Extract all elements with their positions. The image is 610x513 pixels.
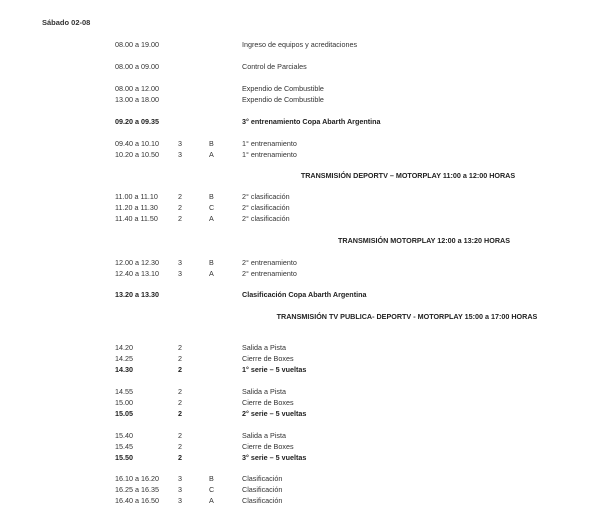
schedule-row xyxy=(0,354,610,364)
row-activity: 3° serie – 5 vueltas xyxy=(242,453,307,462)
schedule-row xyxy=(0,258,610,268)
row-number: 3 xyxy=(178,269,182,278)
row-number: 2 xyxy=(178,453,182,462)
row-group: B xyxy=(209,139,214,148)
schedule-row xyxy=(0,192,610,202)
row-group: C xyxy=(209,485,215,494)
row-time: 14.20 xyxy=(115,343,133,352)
row-activity: Clasificación xyxy=(242,485,283,494)
row-number: 2 xyxy=(178,431,182,440)
row-activity: Control de Parciales xyxy=(242,62,307,71)
row-number: 3 xyxy=(178,496,182,505)
row-time: 08.00 a 09.00 xyxy=(115,62,159,71)
schedule-row xyxy=(0,442,610,452)
row-activity: Cierre de Boxes xyxy=(242,442,294,451)
schedule-row xyxy=(0,453,610,463)
row-time: 09.40 a 10.10 xyxy=(115,139,159,148)
row-activity: 3° entrenamiento Copa Abarth Argentina xyxy=(242,117,381,126)
row-activity: Cierre de Boxes xyxy=(242,354,294,363)
row-activity: 2° clasificación xyxy=(242,192,290,201)
row-number: 2 xyxy=(178,365,182,374)
schedule-row xyxy=(0,269,610,279)
broadcast-header: TRANSMISIÓN TV PUBLICA- DEPORTV - MOTORPLAY 15:00 a 17:00 HORAS xyxy=(276,312,538,321)
row-activity: 2° serie – 5 vueltas xyxy=(242,409,307,418)
row-time: 15.40 xyxy=(115,431,133,440)
row-activity: Ingreso de equipos y acreditaciones xyxy=(242,40,358,49)
row-activity: Clasificación xyxy=(242,496,283,505)
schedule-row xyxy=(0,496,610,506)
row-time: 12.40 a 13.10 xyxy=(115,269,159,278)
row-activity: Cierre de Boxes xyxy=(242,398,294,407)
row-time: 11.00 a 11.10 xyxy=(115,192,158,201)
schedule-row xyxy=(0,409,610,419)
schedule-row xyxy=(0,485,610,495)
row-group: B xyxy=(209,258,214,267)
broadcast-header: TRANSMISIÓN MOTORPLAY 12:00 a 13:20 HORAS xyxy=(337,236,510,245)
row-number: 2 xyxy=(178,354,182,363)
row-time: 15.00 xyxy=(115,398,133,407)
row-time: 13.20 a 13.30 xyxy=(115,290,159,299)
schedule-row xyxy=(0,95,610,105)
row-time: 14.30 xyxy=(115,365,133,374)
row-time: 08.00 a 19.00 xyxy=(115,40,159,49)
schedule-row xyxy=(0,40,610,50)
row-activity: Salida a Pista xyxy=(242,387,286,396)
row-time: 15.45 xyxy=(115,442,133,451)
row-number: 2 xyxy=(178,203,182,212)
schedule-row xyxy=(0,398,610,408)
schedule-row xyxy=(0,290,610,300)
row-activity: Salida a Pista xyxy=(242,431,286,440)
row-group: A xyxy=(209,214,214,223)
schedule-row xyxy=(0,214,610,224)
row-number: 2 xyxy=(178,409,182,418)
row-activity: 1° entrenamiento xyxy=(242,150,297,159)
row-time: 16.10 a 16.20 xyxy=(115,474,159,483)
row-activity: Clasificación xyxy=(242,474,283,483)
row-time: 10.20 a 10.50 xyxy=(115,150,159,159)
schedule-row xyxy=(0,343,610,353)
row-group: C xyxy=(209,203,215,212)
row-time: 08.00 a 12.00 xyxy=(115,84,159,93)
row-group: B xyxy=(209,192,214,201)
row-number: 2 xyxy=(178,214,182,223)
schedule-row xyxy=(0,474,610,484)
row-time: 14.55 xyxy=(115,387,133,396)
row-group: A xyxy=(209,269,214,278)
row-activity: 2° clasificación xyxy=(242,214,290,223)
schedule-row xyxy=(0,117,610,127)
row-number: 2 xyxy=(178,387,182,396)
schedule-row xyxy=(0,139,610,149)
row-time: 14.25 xyxy=(115,354,133,363)
row-number: 3 xyxy=(178,474,182,483)
row-time: 16.25 a 16.35 xyxy=(115,485,159,494)
row-activity: Expendio de Combustible xyxy=(242,95,324,104)
row-activity: 2° entrenamiento xyxy=(242,269,297,278)
row-number: 2 xyxy=(178,192,182,201)
row-group: B xyxy=(209,474,214,483)
row-time: 15.50 xyxy=(115,453,133,462)
row-number: 2 xyxy=(178,398,182,407)
schedule-row xyxy=(0,431,610,441)
row-time: 13.00 a 18.00 xyxy=(115,95,159,104)
row-activity: 2° clasificación xyxy=(242,203,290,212)
schedule-row xyxy=(0,387,610,397)
schedule-row xyxy=(0,203,610,213)
row-activity: Clasificación Copa Abarth Argentina xyxy=(242,290,367,299)
row-activity: 1° serie – 5 vueltas xyxy=(242,365,307,374)
schedule-row xyxy=(0,365,610,375)
schedule-row xyxy=(0,84,610,94)
schedule-row xyxy=(0,62,610,72)
row-activity: Expendio de Combustible xyxy=(242,84,324,93)
row-time: 12.00 a 12.30 xyxy=(115,258,159,267)
row-group: A xyxy=(209,496,214,505)
row-activity: Salida a Pista xyxy=(242,343,286,352)
row-number: 2 xyxy=(178,442,182,451)
row-number: 2 xyxy=(178,343,182,352)
row-group: A xyxy=(209,150,214,159)
schedule-row xyxy=(0,150,610,160)
row-time: 16.40 a 16.50 xyxy=(115,496,159,505)
row-activity: 2° entrenamiento xyxy=(242,258,297,267)
row-time: 11.40 a 11.50 xyxy=(115,214,158,223)
row-number: 3 xyxy=(178,258,182,267)
day-title: Sábado 02-08 xyxy=(42,18,91,27)
row-time: 11.20 a 11.30 xyxy=(115,203,158,212)
row-number: 3 xyxy=(178,485,182,494)
row-time: 09.20 a 09.35 xyxy=(115,117,159,126)
row-number: 3 xyxy=(178,150,182,159)
row-time: 15.05 xyxy=(115,409,133,418)
row-number: 3 xyxy=(178,139,182,148)
broadcast-header: TRANSMISIÓN DEPORTV – MOTORPLAY 11:00 a 12:00 HORAS xyxy=(300,171,516,180)
row-activity: 1° entrenamiento xyxy=(242,139,297,148)
